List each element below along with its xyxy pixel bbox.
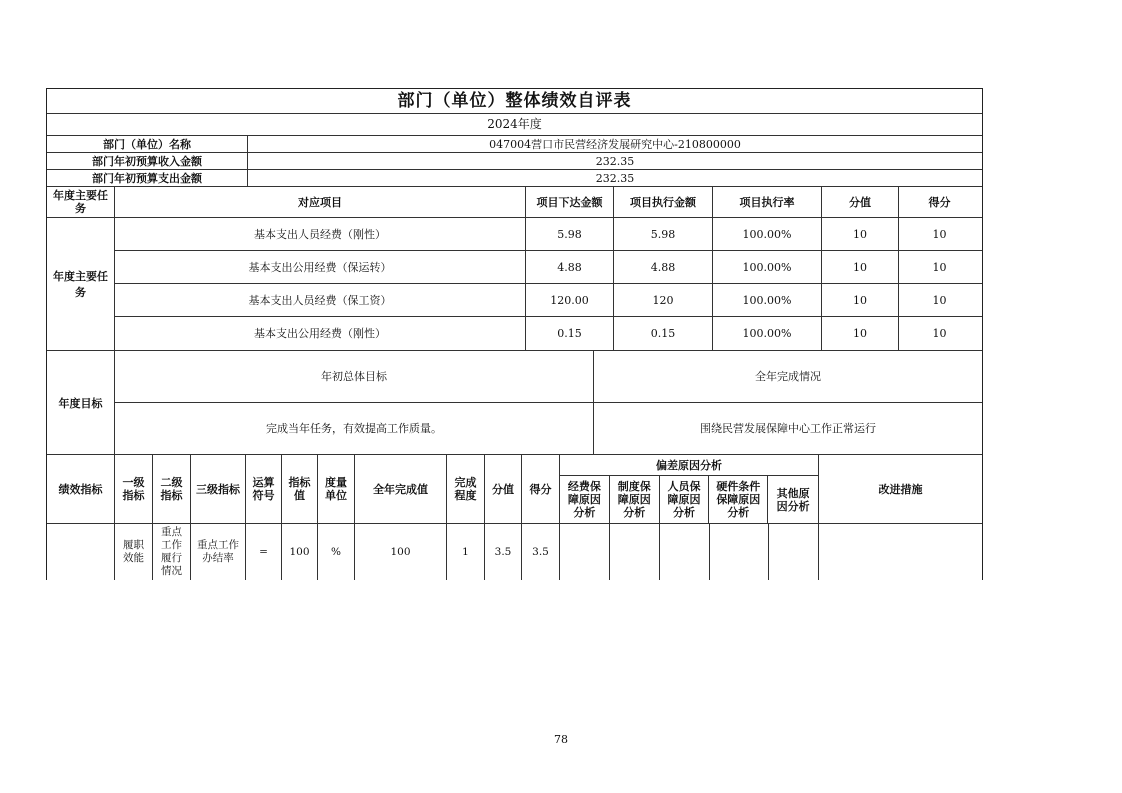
task-rate: 100.00%: [713, 251, 822, 283]
ind-dev-staff: [660, 524, 710, 580]
task-rate: 100.00%: [713, 218, 822, 250]
ind-header-operator: 运算符号: [246, 455, 282, 523]
goals-side-label: 年度目标: [47, 351, 115, 454]
task-item: 基本支出公用经费（刚性）: [115, 317, 526, 350]
goals-block: [47, 351, 982, 455]
dev-staff: 人员保障原因分析: [660, 476, 710, 523]
info-label: 部门年初预算支出金额: [47, 170, 248, 186]
table-title: 部门（单位）整体绩效自评表: [397, 90, 632, 111]
task-get: 10: [932, 293, 947, 307]
task-header-row: [47, 187, 982, 218]
ind-header-label: 绩效指标: [47, 455, 115, 523]
ind-level3: 重点工作办结率: [191, 524, 246, 580]
task-item: 基本支出人员经费（刚性）: [115, 218, 526, 250]
task-score: 10: [822, 317, 899, 350]
ind-header-score: 分值: [485, 455, 522, 523]
task-get: 10: [932, 327, 947, 340]
goals-head-left: 年初总体目标: [115, 351, 594, 402]
ind-target: 100: [282, 524, 318, 580]
task-alloc: 120.00: [526, 284, 614, 316]
ind-operator: =: [246, 524, 282, 580]
page-number: 78: [554, 733, 568, 746]
ind-header-level2: 二级指标: [153, 455, 191, 523]
ind-get: 3.5: [522, 524, 560, 580]
ind-header-degree: 完成程度: [447, 455, 485, 523]
ind-header-unit: 度量单位: [318, 455, 355, 523]
task-exec: 5.98: [614, 218, 713, 250]
table-row: [115, 317, 982, 350]
goals-body-row: [115, 403, 982, 454]
task-alloc: 0.15: [526, 317, 614, 350]
year-row: [47, 114, 982, 136]
ind-dev-hardware: [710, 524, 769, 580]
task-rate: 100.00%: [713, 317, 822, 350]
goals-head-right: 全年完成情况: [755, 370, 821, 383]
info-value: 047004营口市民营经济发展研究中心-210800000: [489, 137, 741, 151]
task-rate: 100.00%: [713, 284, 822, 316]
title-row: [47, 89, 982, 114]
info-value: 232.35: [595, 171, 635, 185]
ind-dev-other: [769, 524, 819, 580]
ind-label-empty: [47, 524, 115, 580]
deviation-title: 偏差原因分析: [560, 455, 818, 476]
goals-body-right: 围绕民营发展保障中心工作正常运行: [700, 422, 876, 435]
ind-header-level1: 一级指标: [115, 455, 153, 523]
ind-level1: 履职效能: [115, 524, 153, 580]
table-row: [47, 524, 982, 580]
ind-header-improve: 改进措施: [878, 482, 923, 496]
ind-dev-system: [610, 524, 660, 580]
info-label: 部门年初预算收入金额: [47, 153, 248, 169]
dev-funding: 经费保障原因分析: [560, 476, 610, 523]
info-value: 232.35: [595, 154, 635, 168]
task-score: 10: [822, 251, 899, 283]
info-row: [47, 136, 982, 153]
task-side-label: 年度主要任务: [47, 218, 115, 350]
ind-actual: 100: [355, 524, 447, 580]
task-exec: 4.88: [614, 251, 713, 283]
task-exec: 0.15: [614, 317, 713, 350]
ind-header-level3: 三级指标: [191, 455, 246, 523]
table-row: [115, 218, 982, 251]
deviation-group: [560, 455, 819, 523]
ind-degree: 1: [447, 524, 485, 580]
table-row: [115, 284, 982, 317]
task-header-get: 得分: [928, 195, 951, 209]
ind-score: 3.5: [485, 524, 522, 580]
ind-header-actual: 全年完成值: [355, 455, 447, 523]
task-get: 10: [932, 227, 947, 241]
task-score: 10: [822, 218, 899, 250]
info-label: 部门（单位）名称: [47, 136, 248, 152]
ind-unit: %: [318, 524, 355, 580]
task-item: 基本支出人员经费（保工资）: [115, 284, 526, 316]
dev-system: 制度保障原因分析: [610, 476, 660, 523]
task-block: [47, 218, 982, 351]
goals-body-left: 完成当年任务，有效提高工作质量。: [115, 403, 594, 454]
ind-improve: [819, 524, 982, 580]
task-score: 10: [822, 284, 899, 316]
goals-head-row: [115, 351, 982, 403]
info-row: [47, 153, 982, 170]
table-row: [115, 251, 982, 284]
fiscal-year: 2024年度: [487, 117, 542, 131]
task-exec: 120: [614, 284, 713, 316]
task-alloc: 4.88: [526, 251, 614, 283]
task-header-score: 分值: [822, 187, 899, 217]
task-header-exec: 项目执行金额: [614, 187, 713, 217]
performance-table: [46, 88, 983, 580]
ind-header-target: 指标值: [282, 455, 318, 523]
task-alloc: 5.98: [526, 218, 614, 250]
task-get: 10: [932, 260, 947, 274]
ind-header-get: 得分: [522, 455, 560, 523]
dev-hardware: 硬件条件保障原因分析: [709, 476, 768, 523]
task-item: 基本支出公用经费（保运转）: [115, 251, 526, 283]
task-header-rate: 项目执行率: [713, 187, 822, 217]
ind-dev-funding: [560, 524, 610, 580]
task-header-item: 对应项目: [115, 187, 526, 217]
task-header-left: 年度主要任务: [47, 187, 115, 217]
info-row: [47, 170, 982, 187]
task-header-alloc: 项目下达金额: [526, 187, 614, 217]
ind-level2: 重点工作履行情况: [153, 524, 191, 580]
indicator-header-row: [47, 455, 982, 524]
dev-other: 其他原因分析: [776, 486, 810, 513]
